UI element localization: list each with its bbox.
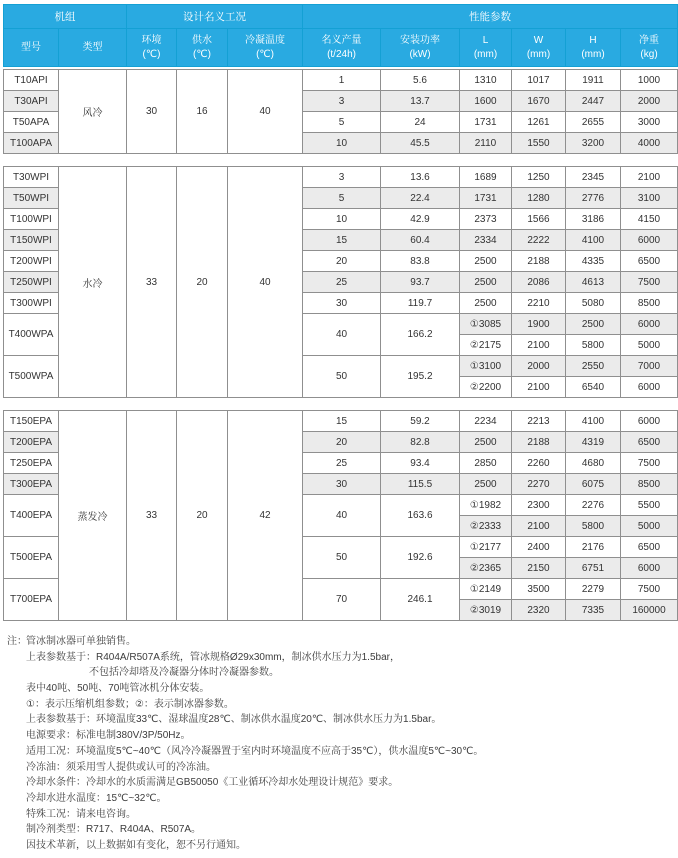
note-line — [3, 650, 675, 666]
cell-weight: 6000 — [621, 377, 678, 398]
cell-production: 20 — [303, 251, 381, 272]
cell-width: 2222 — [512, 230, 566, 251]
note-text: 因技术革新，以上数据如有变化，恕不另行通知。 — [26, 839, 246, 851]
cell-weight: 4000 — [621, 133, 678, 154]
cell-length: 1731 — [460, 188, 512, 209]
cell-production: 10 — [303, 133, 381, 154]
column-header-10: H (mm) — [566, 29, 621, 67]
cell-model: T50WPI — [4, 188, 59, 209]
cell-height: 5080 — [566, 293, 621, 314]
column-group-2: 设计名义工况 — [127, 5, 303, 29]
cell-length: 2500 — [460, 474, 512, 495]
cell-length: ②2365 — [460, 558, 512, 579]
cell-ambient: 33 — [127, 411, 177, 621]
cell-model: T150EPA — [4, 411, 59, 432]
cell-width: 1900 — [512, 314, 566, 335]
cell-production: 40 — [303, 314, 381, 356]
cell-power: 59.2 — [381, 411, 460, 432]
cell-power: 195.2 — [381, 356, 460, 398]
cell-weight: 5000 — [621, 516, 678, 537]
cell-type: 风冷 — [59, 70, 127, 154]
cell-power: 24 — [381, 112, 460, 133]
cell-height: 2655 — [566, 112, 621, 133]
cell-width: 2210 — [512, 293, 566, 314]
cell-production: 40 — [303, 495, 381, 537]
column-group-3: 性能参数 — [303, 5, 678, 29]
note-text: 上表参数基于：环境温度33℃、湿球温度28℃、制冰供水温度20℃、制冰供水压力为1.5bar。 — [26, 714, 442, 726]
cell-width: 2213 — [512, 411, 566, 432]
cell-weight: 6000 — [621, 230, 678, 251]
note-text: 冷冻油：须采用雪人提供或认可的冷冻油。 — [26, 761, 216, 773]
cell-weight: 6500 — [621, 432, 678, 453]
cell-length: 2373 — [460, 209, 512, 230]
cell-model: T400EPA — [4, 495, 59, 537]
cell-model: T50APA — [4, 112, 59, 133]
table-row — [4, 411, 678, 432]
cell-width: 2100 — [512, 335, 566, 356]
cell-height: 4613 — [566, 272, 621, 293]
cell-model: T30API — [4, 91, 59, 112]
cell-height: 3200 — [566, 133, 621, 154]
cell-height: 5800 — [566, 516, 621, 537]
cell-weight: 3000 — [621, 112, 678, 133]
column-header-5: 冷凝温度 (℃) — [228, 29, 303, 67]
cell-ambient: 33 — [127, 167, 177, 398]
note-line — [3, 634, 675, 650]
cell-height: 6751 — [566, 558, 621, 579]
note-prefix: 注： — [7, 636, 27, 647]
cell-production: 30 — [303, 474, 381, 495]
cell-power: 42.9 — [381, 209, 460, 230]
cell-weight: 6500 — [621, 251, 678, 272]
cell-production: 20 — [303, 432, 381, 453]
cell-height: 2550 — [566, 356, 621, 377]
cell-condensing: 42 — [228, 411, 303, 621]
cell-length: 2234 — [460, 411, 512, 432]
cell-supply: 20 — [177, 167, 228, 398]
cell-model: T200EPA — [4, 432, 59, 453]
cell-width: 2100 — [512, 377, 566, 398]
cell-power: 60.4 — [381, 230, 460, 251]
cell-length: 2334 — [460, 230, 512, 251]
cell-width: 1017 — [512, 70, 566, 91]
cell-model: T200WPI — [4, 251, 59, 272]
cell-production: 1 — [303, 70, 381, 91]
cell-height: 4680 — [566, 453, 621, 474]
cell-model: T100WPI — [4, 209, 59, 230]
note-text: 制冷剂类型：R717、R404A、R507A。 — [26, 824, 202, 836]
cell-model: T150WPI — [4, 230, 59, 251]
cell-condensing: 40 — [228, 167, 303, 398]
cell-length: 2110 — [460, 133, 512, 154]
cell-length: 2500 — [460, 272, 512, 293]
cell-length: ①2149 — [460, 579, 512, 600]
cell-height: 2500 — [566, 314, 621, 335]
note-line — [3, 775, 675, 791]
cell-production: 3 — [303, 91, 381, 112]
cell-power: 246.1 — [381, 579, 460, 621]
cell-weight: 5000 — [621, 335, 678, 356]
cell-power: 119.7 — [381, 293, 460, 314]
cell-height: 2345 — [566, 167, 621, 188]
cell-power: 115.5 — [381, 474, 460, 495]
cell-weight: 3100 — [621, 188, 678, 209]
cell-length: ①2177 — [460, 537, 512, 558]
cell-weight: 8500 — [621, 474, 678, 495]
cell-power: 22.4 — [381, 188, 460, 209]
cell-length: ②2200 — [460, 377, 512, 398]
note-text: 适用工况：环境温度5℃~40℃（风冷冷凝器置于室内时环境温度不应高于35℃），供水温度5℃~30℃。 — [26, 745, 484, 757]
cell-height: 6075 — [566, 474, 621, 495]
cell-height: 4100 — [566, 411, 621, 432]
cell-production: 3 — [303, 167, 381, 188]
cell-width: 2086 — [512, 272, 566, 293]
cell-model: T300EPA — [4, 474, 59, 495]
cell-production: 15 — [303, 411, 381, 432]
cell-width: 1280 — [512, 188, 566, 209]
cell-model: T100APA — [4, 133, 59, 154]
cell-power: 93.7 — [381, 272, 460, 293]
cell-length: ②2333 — [460, 516, 512, 537]
note-line — [3, 697, 675, 713]
cell-height: 2279 — [566, 579, 621, 600]
cell-power: 13.7 — [381, 91, 460, 112]
cell-power: 83.8 — [381, 251, 460, 272]
cell-model: T250WPI — [4, 272, 59, 293]
column-header-1: 型号 — [4, 29, 59, 67]
cell-height: 4100 — [566, 230, 621, 251]
cell-production: 30 — [303, 293, 381, 314]
cell-height: 7335 — [566, 600, 621, 621]
cell-length: 1689 — [460, 167, 512, 188]
table-row — [4, 70, 678, 91]
cell-power: 93.4 — [381, 453, 460, 474]
cell-power: 166.2 — [381, 314, 460, 356]
cell-model: T500EPA — [4, 537, 59, 579]
cell-production: 25 — [303, 272, 381, 293]
cell-length: ①3100 — [460, 356, 512, 377]
cell-width: 2000 — [512, 356, 566, 377]
cell-width: 3500 — [512, 579, 566, 600]
note-text: ①：表示压缩机组参数；②：表示制冰器参数。 — [26, 698, 234, 710]
note-text: 电源要求：标准电制380V/3P/50Hz。 — [26, 730, 191, 742]
cell-width: 2100 — [512, 516, 566, 537]
cell-length: ①1982 — [460, 495, 512, 516]
cell-supply: 16 — [177, 70, 228, 154]
cell-weight: 5500 — [621, 495, 678, 516]
cell-width: 2400 — [512, 537, 566, 558]
cell-production: 10 — [303, 209, 381, 230]
cell-production: 25 — [303, 453, 381, 474]
cell-width: 1261 — [512, 112, 566, 133]
cell-weight: 8500 — [621, 293, 678, 314]
cell-power: 13.6 — [381, 167, 460, 188]
note-text: 冷却水进水温度：15℃~32℃。 — [26, 792, 167, 804]
cell-production: 5 — [303, 112, 381, 133]
cell-model: T700EPA — [4, 579, 59, 621]
column-header-7: 安装功率 (kW) — [381, 29, 460, 67]
note-line — [3, 822, 675, 838]
cell-height: 6540 — [566, 377, 621, 398]
cell-production: 50 — [303, 356, 381, 398]
cell-power: 82.8 — [381, 432, 460, 453]
cell-height: 4335 — [566, 251, 621, 272]
cell-production: 50 — [303, 537, 381, 579]
cell-height: 2176 — [566, 537, 621, 558]
table-row — [4, 167, 678, 188]
cell-model: T300WPI — [4, 293, 59, 314]
note-line — [3, 807, 675, 823]
cell-length: 2500 — [460, 432, 512, 453]
cell-width: 2188 — [512, 251, 566, 272]
spec-table-header — [3, 4, 678, 67]
note-line — [3, 744, 675, 760]
cell-production: 15 — [303, 230, 381, 251]
note-line — [3, 681, 675, 697]
column-header-6: 名义产量 (t/24h) — [303, 29, 381, 67]
cell-weight: 1000 — [621, 70, 678, 91]
column-header-4: 供水 (℃) — [177, 29, 228, 67]
cell-height: 5800 — [566, 335, 621, 356]
cell-model: T500WPA — [4, 356, 59, 398]
cell-type: 水冷 — [59, 167, 127, 398]
note-text: 表中40吨、50吨、70吨管冰机分体安装。 — [26, 683, 210, 695]
cell-production: 5 — [303, 188, 381, 209]
cell-model: T400WPA — [4, 314, 59, 356]
cell-weight: 2100 — [621, 167, 678, 188]
note-text: 上表参数基于：R404A/R507A系统，管冰规格Ø29x30mm，制冰供水压力为1.5bar， — [26, 651, 400, 663]
column-header-3: 环境 (℃) — [127, 29, 177, 67]
spec-block-1 — [3, 69, 678, 154]
cell-length: 2500 — [460, 293, 512, 314]
cell-condensing: 40 — [228, 70, 303, 154]
note-line — [3, 712, 675, 728]
cell-height: 2776 — [566, 188, 621, 209]
cell-supply: 20 — [177, 411, 228, 621]
notes-section — [3, 634, 675, 854]
cell-height: 2447 — [566, 91, 621, 112]
cell-type: 蒸发冷 — [59, 411, 127, 621]
note-text: 管冰制冰器可单独销售。 — [26, 636, 136, 647]
spec-block-2 — [3, 166, 678, 398]
cell-height: 3186 — [566, 209, 621, 230]
column-header-8: L (mm) — [460, 29, 512, 67]
cell-width: 2150 — [512, 558, 566, 579]
cell-weight: 6000 — [621, 314, 678, 335]
cell-model: T250EPA — [4, 453, 59, 474]
cell-height: 2276 — [566, 495, 621, 516]
column-header-11: 净重 (kg) — [621, 29, 678, 67]
cell-width: 1250 — [512, 167, 566, 188]
note-line — [3, 838, 675, 854]
cell-length: ①3085 — [460, 314, 512, 335]
note-line — [3, 665, 675, 681]
note-line — [3, 760, 675, 776]
cell-weight: 6000 — [621, 411, 678, 432]
cell-width: 1566 — [512, 209, 566, 230]
cell-width: 1550 — [512, 133, 566, 154]
note-text: 不包括冷却塔及冷凝器分体时冷凝器参数。 — [89, 667, 279, 679]
cell-length: 1731 — [460, 112, 512, 133]
cell-weight: 6000 — [621, 558, 678, 579]
note-line — [3, 728, 675, 744]
cell-width: 2320 — [512, 600, 566, 621]
cell-length: 2850 — [460, 453, 512, 474]
cell-model: T30WPI — [4, 167, 59, 188]
cell-production: 70 — [303, 579, 381, 621]
cell-height: 1911 — [566, 70, 621, 91]
cell-weight: 7500 — [621, 579, 678, 600]
cell-length: ②2175 — [460, 335, 512, 356]
cell-width: 2188 — [512, 432, 566, 453]
cell-width: 2300 — [512, 495, 566, 516]
cell-weight: 2000 — [621, 91, 678, 112]
cell-length: 1600 — [460, 91, 512, 112]
cell-ambient: 30 — [127, 70, 177, 154]
spec-table-blocks — [3, 69, 675, 621]
column-header-9: W (mm) — [512, 29, 566, 67]
cell-weight: 7000 — [621, 356, 678, 377]
cell-width: 2260 — [512, 453, 566, 474]
note-line — [3, 791, 675, 807]
cell-weight: 160000 — [621, 600, 678, 621]
cell-model: T10API — [4, 70, 59, 91]
cell-power: 5.6 — [381, 70, 460, 91]
cell-power: 192.6 — [381, 537, 460, 579]
spec-block-3 — [3, 410, 678, 621]
column-group-1: 机组 — [4, 5, 127, 29]
cell-width: 1670 — [512, 91, 566, 112]
cell-length: 2500 — [460, 251, 512, 272]
note-text: 特殊工况：请来电咨询。 — [26, 808, 136, 820]
note-text: 冷却水条件：冷却水的水质需满足GB50050《工业循环冷却水处理设计规范》要求。 — [26, 777, 399, 789]
cell-length: 1310 — [460, 70, 512, 91]
cell-width: 2270 — [512, 474, 566, 495]
cell-height: 4319 — [566, 432, 621, 453]
cell-weight: 6500 — [621, 537, 678, 558]
cell-length: ②3019 — [460, 600, 512, 621]
cell-power: 45.5 — [381, 133, 460, 154]
cell-power: 163.6 — [381, 495, 460, 537]
cell-weight: 7500 — [621, 272, 678, 293]
cell-weight: 7500 — [621, 453, 678, 474]
column-header-2: 类型 — [59, 29, 127, 67]
cell-weight: 4150 — [621, 209, 678, 230]
